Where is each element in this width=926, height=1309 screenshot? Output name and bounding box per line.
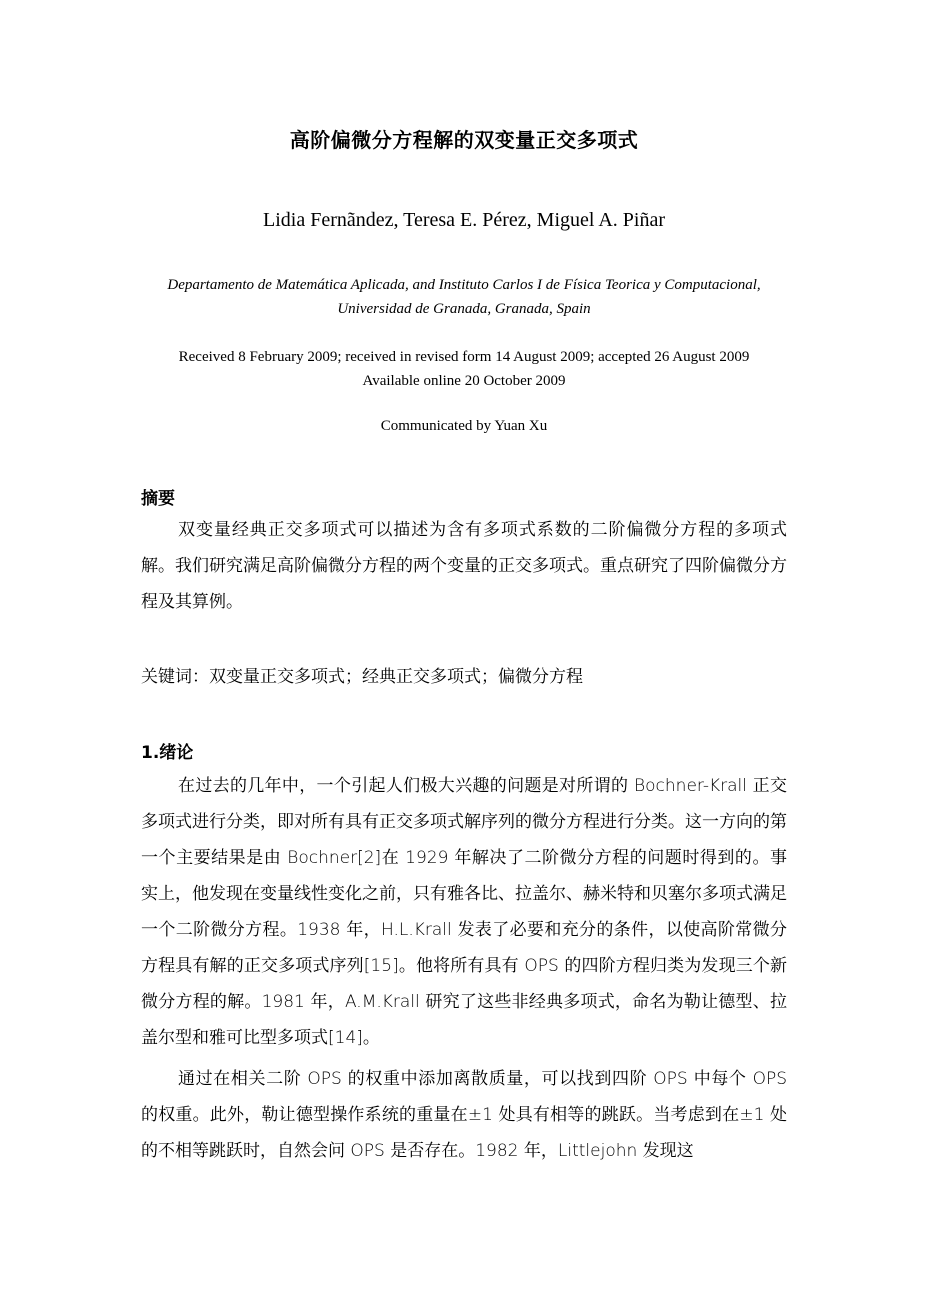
received-dates: Received 8 February 2009; received in revised form 14 August 2009; accepted 26 August 2009 <box>178 349 750 365</box>
keywords: 关键词：双变量正交多项式；经典正交多项式；偏微分方程 <box>141 667 583 687</box>
abstract-text: 双变量经典正交多项式可以描述为含有多项式系数的二阶偏微分方程的多项式解。我们研究满足高阶偏微分方程的两个变量的正交多项式。重点研究了四阶偏微分方程及其算例。 <box>141 520 787 612</box>
available-online-date: Available online 20 October 2009 <box>362 373 566 389</box>
affiliation-line-2: Universidad de Granada, Granada, Spain <box>337 301 591 317</box>
abstract-heading: 摘要 <box>141 489 175 509</box>
paper-title: 高阶偏微分方程解的双变量正交多项式 <box>289 128 639 152</box>
introduction-paragraph-1: 在过去的几年中，一个引起人们极大兴趣的问题是对所谓的 Bochner-Krall 正交多项式进行分类，即对所有具有正交多项式解序列的微分方程进行分类。这一方向的第一个主要结果是由 Bochner[2]在 1929 年解决了二阶微分方程的问题时得到的。事实上，他发现在变量线性变化之前，只有雅各比、拉盖尔、赫米特和贝塞尔多项式满足一个二阶微分方程。1938 年，H.L.Krall 发表了必要和充分的条件，以使高阶常微分方程具有解的正交多项式序列[15]。他将所有具有 OPS 的四阶方程归类为发现三个新微分方程的解。1981 年，A.M.Krall 研究了这些非经典多项式，命名为勒让德型、拉盖尔型和雅可比型多项式[14]。 <box>141 776 787 1048</box>
section-heading-introduction: 1.绪论 <box>141 743 194 763</box>
author-list: Lidia Fernãndez, Teresa E. Pérez, Miguel A. Piñar <box>263 209 665 231</box>
publication-dates <box>133 345 795 393</box>
affiliation-line-1: Departamento de Matemática Aplicada, and Instituto Carlos I de Física Teorica y Computacional, <box>167 277 761 293</box>
affiliation <box>133 273 795 321</box>
introduction-paragraph-2: 通过在相关二阶 OPS 的权重中添加离散质量，可以找到四阶 OPS 中每个 OPS 的权重。此外，勒让德型操作系统的重量在±1 处具有相等的跳跃。当考虑到在±1 处的不相等跳跃时，自然会问 OPS 是否存在。1982 年，Littlejohn 发现这 <box>141 1069 787 1161</box>
communicated-by: Communicated by Yuan Xu <box>380 418 548 434</box>
